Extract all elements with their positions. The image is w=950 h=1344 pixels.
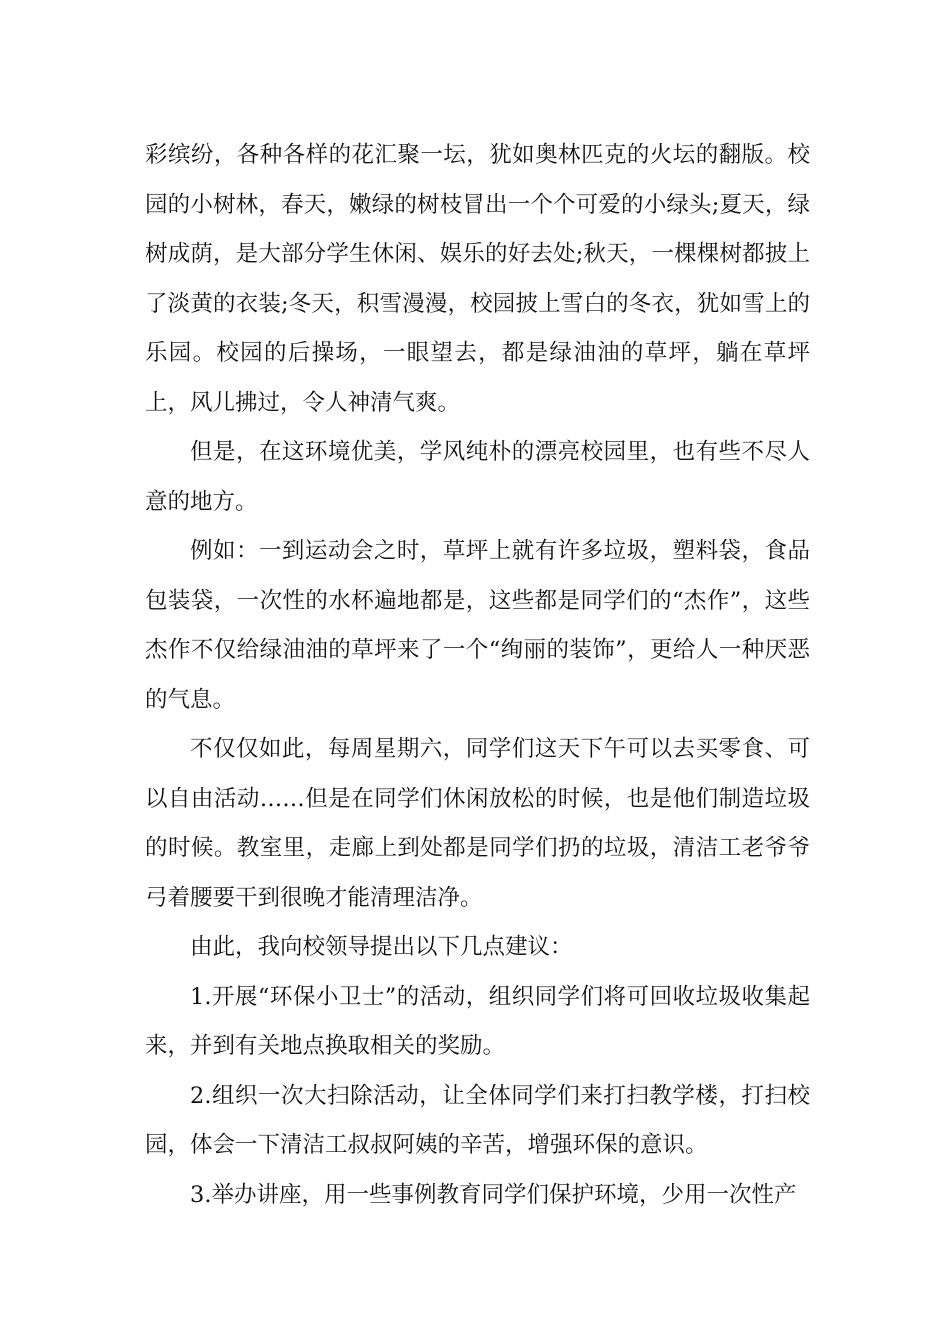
paragraph-4: 不仅仅如此，每周星期六，同学们这天下午可以去买零食、可以自由活动……但是在同学们休闲放松的时候，也是他们制造垃圾的时候。教室里，走廊上到处都是同学们扔的垃圾，清洁工老爷爷弓着腰要干到很晚才能清理洁净。 xyxy=(145,736,810,911)
list-item-2: 2.组织一次大扫除活动，让全体同学们来打扫教学楼，打扫校园，体会一下清洁工叔叔阿姨的辛苦，增强环保的意识。 xyxy=(145,1082,810,1158)
list-item-3: 3.举办讲座，用一些事例教育同学们保护环境，少用一次性产 xyxy=(190,1181,797,1208)
paragraph-3: 例如：一到运动会之时，草坪上就有许多垃圾，塑料袋，食品包装袋，一次性的水杯遍地都是，这些都是同学们的“杰作”，这些杰作不仅给绿油油的草坪来了一个“绚丽的装饰”，更给人一种厌恶的气息。 xyxy=(145,538,810,713)
paragraph-5: 由此，我向校领导提出以下几点建议： xyxy=(190,934,573,960)
document-body xyxy=(145,131,810,1220)
paragraph-2: 但是，在这环境优美，学风纯朴的漂亮校园里，也有些不尽人意的地方。 xyxy=(145,439,810,515)
paragraph-1: 彩缤纷，各种各样的花汇聚一坛，犹如奥林匹克的火坛的翻版。校园的小树林，春天，嫩绿的树枝冒出一个个可爱的小绿头;夏天，绿树成荫，是大部分学生休闲、娱乐的好去处;秋天，一棵棵树都披上了淡黄的衣装;冬天，积雪漫漫，校园披上雪白的冬衣，犹如雪上的乐园。校园的后操场，一眼望去，都是绿油油的草坪，躺在草坪上，风儿拂过，令人神清气爽。 xyxy=(145,142,810,416)
list-item-1: 1.开展“环保小卫士”的活动，组织同学们将可回收垃圾收集起来，并到有关地点换取相关的奖励。 xyxy=(145,983,810,1059)
